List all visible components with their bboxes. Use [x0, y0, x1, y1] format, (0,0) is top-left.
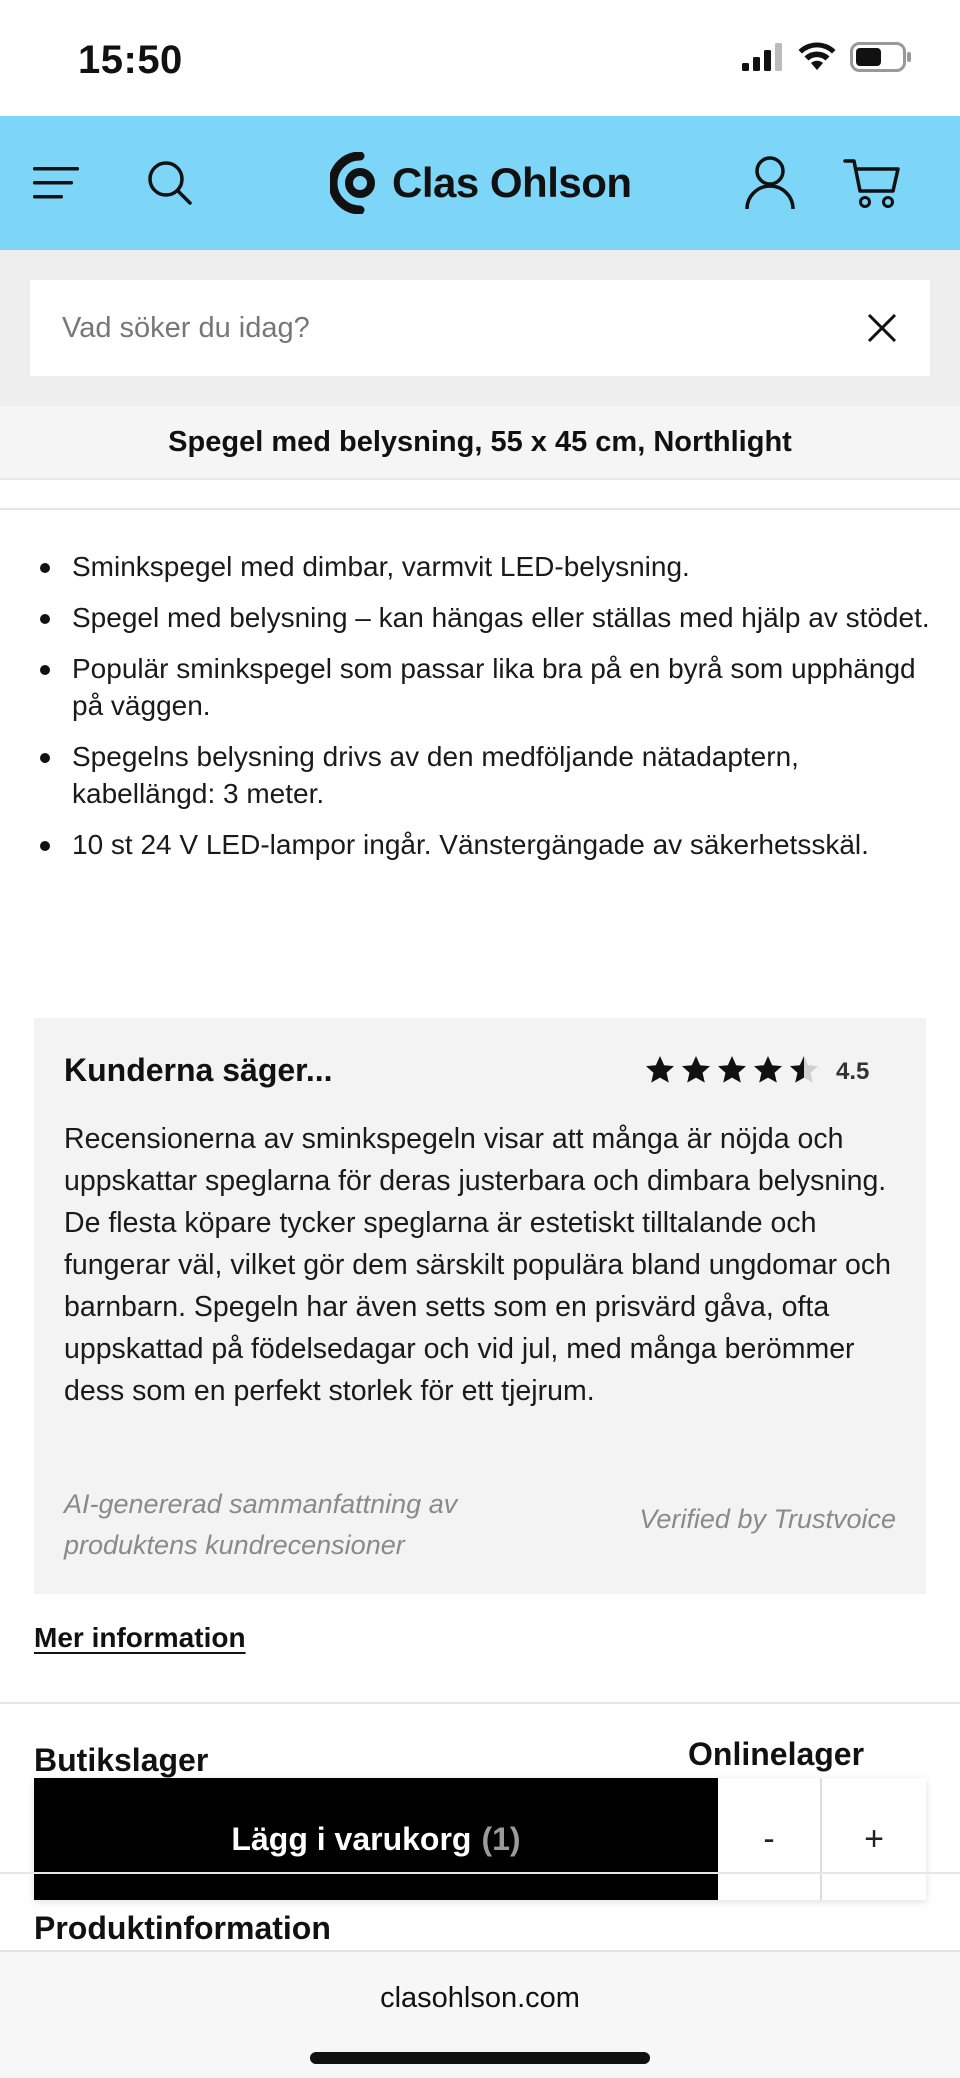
store-stock-heading[interactable]: Butikslager — [34, 1742, 209, 1778]
add-to-cart-button[interactable] — [34, 1778, 718, 1900]
wifi-icon — [798, 42, 836, 72]
highlight-item: Sminkspegel med dimbar, varmvit LED-belysning. — [32, 548, 932, 585]
product-title: Spegel med belysning, 55 x 45 cm, Northlight — [168, 425, 792, 458]
cart-icon[interactable] — [840, 116, 904, 250]
star-icon — [680, 1054, 712, 1086]
product-title-bar — [0, 406, 960, 480]
highlight-item: 10 st 24 V LED-lampor ingår. Vänstergängade av säkerhetsskäl. — [32, 826, 932, 863]
highlight-item: Spegel med belysning – kan hängas eller ställas med hjälp av stödet. — [32, 599, 932, 636]
review-summary-card — [34, 1018, 926, 1594]
search-icon[interactable] — [140, 116, 200, 250]
clas-ohlson-logo[interactable] — [330, 146, 632, 220]
status-time: 15:50 — [78, 38, 183, 82]
half-star-icon — [788, 1054, 820, 1086]
review-title: Kunderna säger... — [64, 1052, 333, 1088]
divider — [0, 508, 960, 510]
search-input[interactable] — [62, 312, 866, 345]
cart-quantity-count: (1) — [481, 1820, 521, 1857]
rating-value: 4.5 — [836, 1058, 870, 1085]
review-summary-text: Recensionerna av sminkspegeln visar att många är nöjda och uppskattar speglarna för deras justerbara och dimbara belysning. De flesta köpare tycker speglarna är estetiskt tilltalande och fungerar väl, vilket gör dem särskilt populära bland ungdomar och barnbarn. Spegeln har även setts som en prisvärd gåva, ofta uppskattad på födelsedagar och vid jul, med många berömmer dess som en perfekt storlek för ett tjejrum. — [64, 1123, 891, 1407]
account-icon[interactable] — [740, 116, 800, 250]
ai-summary-note: AI-genererad sammanfattning av produktens kundrecensioner — [64, 1489, 458, 1560]
battery-icon — [850, 42, 912, 72]
add-to-cart-label: Lägg i varukorg — [231, 1820, 472, 1857]
online-stock-heading[interactable]: Onlinelager — [688, 1736, 865, 1772]
status-icons — [742, 42, 912, 72]
search-box — [30, 280, 930, 376]
decrease-quantity-button[interactable]: - — [718, 1778, 822, 1900]
logo-mark-icon — [330, 152, 382, 214]
logo-text: Clas Ohlson — [392, 159, 632, 206]
signal-icon — [742, 43, 784, 71]
highlight-item: Populär sminkspegel som passar lika bra på en byrå som upphängd på väggen. — [32, 650, 932, 724]
product-info-heading[interactable]: Produktinformation — [34, 1910, 331, 1946]
divider — [0, 1702, 960, 1704]
status-bar — [0, 0, 960, 116]
divider — [0, 1872, 960, 1874]
home-indicator — [310, 2052, 650, 2064]
product-highlights — [32, 548, 932, 877]
star-icon — [644, 1054, 676, 1086]
site-header — [0, 116, 960, 250]
more-info-link[interactable]: Mer information — [34, 1622, 246, 1653]
highlight-item: Spegelns belysning drivs av den medföljande nätadaptern, kabellängd: 3 meter. — [32, 738, 932, 812]
clear-search-icon[interactable] — [866, 312, 898, 344]
search-area — [0, 250, 960, 406]
star-icon — [752, 1054, 784, 1086]
verified-by-label: Verified by Trustvoice — [639, 1504, 896, 1534]
star-rating — [644, 1054, 820, 1086]
browser-url-bar — [0, 1950, 960, 2078]
star-icon — [716, 1054, 748, 1086]
increase-quantity-button[interactable]: + — [822, 1778, 926, 1900]
url-text[interactable]: clasohlson.com — [380, 1982, 580, 2014]
add-to-cart-bar — [34, 1778, 926, 1900]
menu-icon[interactable] — [26, 116, 86, 250]
